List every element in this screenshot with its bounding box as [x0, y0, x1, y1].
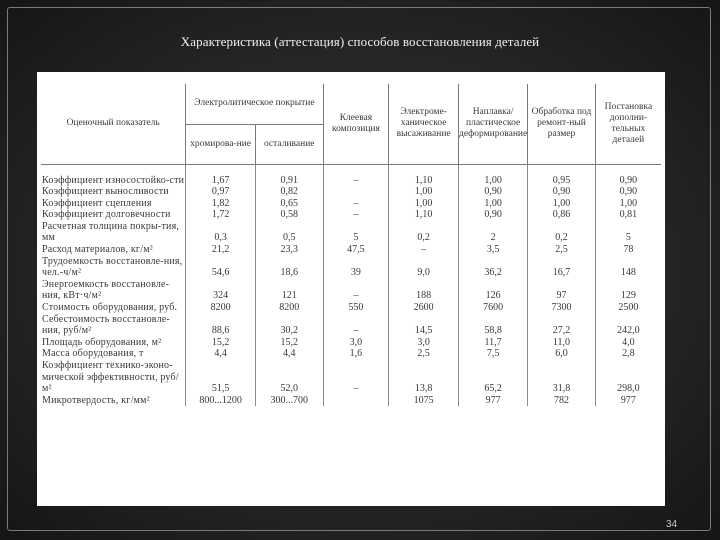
row-indicator: Расчетная толщина покры-тия, мм: [42, 220, 180, 244]
cell-extra-parts: 148: [595, 256, 661, 279]
cell-glue: –: [323, 198, 389, 210]
cell-chrome: 0,97: [186, 186, 256, 198]
cell-iron: 0,58: [255, 209, 323, 221]
header-chrome: хромирова-ние: [186, 124, 256, 164]
table-row: [41, 279, 661, 302]
cell-ecm: 13,8: [389, 360, 459, 395]
cell-chrome: 1,67: [186, 164, 256, 186]
cell-extra-parts: 0,90: [595, 186, 661, 198]
table-body: [41, 164, 661, 406]
cell-repair-size: 16,7: [528, 256, 596, 279]
cell-surfacing: 7,5: [458, 348, 527, 360]
cell-repair-size: 0,2: [528, 221, 596, 244]
cell-glue: [323, 186, 389, 198]
cell-repair-size: 27,2: [528, 314, 596, 337]
cell-ecm: 1,10: [389, 164, 459, 186]
cell-extra-parts: 5: [595, 221, 661, 244]
cell-extra-parts: 0,90: [595, 164, 661, 186]
cell-glue: –: [323, 164, 389, 186]
cell-ecm: 0,2: [389, 221, 459, 244]
cell-surfacing: 58,8: [458, 314, 527, 337]
header-iron: осталивание: [255, 124, 323, 164]
cell-extra-parts: 242,0: [595, 314, 661, 337]
table-row: [41, 395, 661, 407]
cell-repair-size: 0,86: [528, 209, 596, 221]
cell-iron: 0,65: [255, 198, 323, 210]
cell-surfacing: 7600: [458, 302, 527, 314]
cell-ecm: 2600: [389, 302, 459, 314]
header-extra-parts: Постановка дополни-тельных деталей: [595, 84, 661, 164]
cell-extra-parts: 129: [595, 279, 661, 302]
table-row: [41, 256, 661, 279]
cell-chrome: 1,82: [186, 198, 256, 210]
cell-glue: 550: [323, 302, 389, 314]
cell-iron: 15,2: [255, 337, 323, 349]
row-indicator: Трудоемкость восстановле-ния, чел.-ч/м²: [42, 255, 183, 279]
cell-surfacing: 65,2: [458, 360, 527, 395]
cell-repair-size: 782: [528, 395, 596, 407]
cell-extra-parts: 977: [595, 395, 661, 407]
cell-ecm: 1,00: [389, 186, 459, 198]
cell-iron: 23,3: [255, 244, 323, 256]
cell-repair-size: 7300: [528, 302, 596, 314]
cell-extra-parts: 4,0: [595, 337, 661, 349]
cell-extra-parts: 78: [595, 244, 661, 256]
cell-surfacing: 36,2: [458, 256, 527, 279]
row-indicator: Микротвердость, кг/мм²: [42, 394, 150, 406]
cell-surfacing: 2: [458, 221, 527, 244]
slide-title: Характеристика (аттестация) способов восстановления деталей: [180, 34, 540, 49]
row-indicator: Стоимость оборудования, руб.: [42, 302, 178, 314]
cell-iron: 30,2: [255, 314, 323, 337]
page-number: 34: [666, 519, 678, 530]
table-row: [41, 302, 661, 314]
cell-ecm: 1075: [389, 395, 459, 407]
cell-iron: 300...700: [255, 395, 323, 407]
cell-repair-size: 11,0: [528, 337, 596, 349]
row-indicator: Коэффициент долговечности: [42, 209, 171, 221]
cell-surfacing: 1,00: [458, 164, 527, 186]
cell-chrome: 15,2: [186, 337, 256, 349]
cell-chrome: 324: [186, 279, 256, 302]
cell-ecm: 2,5: [389, 348, 459, 360]
cell-chrome: 0,3: [186, 221, 256, 244]
row-indicator: Энергоемкость восстановле-ния, кВт·ч/м²: [42, 278, 170, 302]
cell-iron: 52,0: [255, 360, 323, 395]
table-row: [41, 209, 661, 221]
cell-repair-size: 31,8: [528, 360, 596, 395]
header-surfacing: Наплавка/ пластическое деформирование: [458, 84, 527, 164]
cell-repair-size: 6,0: [528, 348, 596, 360]
cell-surfacing: 126: [458, 279, 527, 302]
cell-iron: 121: [255, 279, 323, 302]
cell-iron: 4,4: [255, 348, 323, 360]
row-indicator: Масса оборудования, т: [42, 348, 144, 360]
row-indicator: Коэффициент сцепления: [42, 197, 152, 209]
cell-surfacing: 977: [458, 395, 527, 407]
cell-surfacing: 3,5: [458, 244, 527, 256]
cell-ecm: 3,0: [389, 337, 459, 349]
cell-ecm: 14,5: [389, 314, 459, 337]
cell-glue: [323, 395, 389, 407]
cell-chrome: 51,5: [186, 360, 256, 395]
cell-iron: 0,82: [255, 186, 323, 198]
cell-surfacing: 11,7: [458, 337, 527, 349]
table-row: [41, 164, 661, 186]
cell-glue: –: [323, 209, 389, 221]
table-row: [41, 314, 661, 337]
row-indicator: Площадь оборудования, м²: [42, 336, 162, 348]
cell-chrome: 1,72: [186, 209, 256, 221]
row-indicator: Себестоимость восстановле-ния, руб/м²: [42, 313, 170, 337]
header-glue: Клеевая композиция: [323, 84, 389, 164]
cell-repair-size: 97: [528, 279, 596, 302]
cell-chrome: 4,4: [186, 348, 256, 360]
cell-glue: 5: [323, 221, 389, 244]
cell-chrome: 800...1200: [186, 395, 256, 407]
cell-repair-size: 2,5: [528, 244, 596, 256]
cell-chrome: 8200: [186, 302, 256, 314]
row-indicator: Коэффициент технико-эконо-мической эффективности, руб/м²: [42, 360, 179, 395]
cell-ecm: 1,00: [389, 198, 459, 210]
cell-iron: 0,91: [255, 164, 323, 186]
cell-surfacing: 1,00: [458, 198, 527, 210]
scanned-table-image: [37, 72, 665, 506]
cell-chrome: 54,6: [186, 256, 256, 279]
table-row: [41, 198, 661, 210]
cell-extra-parts: 2,8: [595, 348, 661, 360]
cell-glue: 3,0: [323, 337, 389, 349]
cell-ecm: 1,10: [389, 209, 459, 221]
cell-repair-size: 1,00: [528, 198, 596, 210]
cell-chrome: 88,6: [186, 314, 256, 337]
cell-extra-parts: 2500: [595, 302, 661, 314]
cell-glue: 47,5: [323, 244, 389, 256]
cell-iron: 0,5: [255, 221, 323, 244]
cell-ecm: 188: [389, 279, 459, 302]
cell-ecm: 9,0: [389, 256, 459, 279]
table-row: [41, 221, 661, 244]
cell-extra-parts: 0,81: [595, 209, 661, 221]
header-ecm: Электроме-ханическое высаживание: [389, 84, 459, 164]
header-electrolytic: Электролитическое покрытие: [186, 84, 323, 124]
header-repair-size: Обработка под ремонт-ный размер: [528, 84, 596, 164]
row-indicator: Расход материалов, кг/м²: [42, 244, 153, 256]
cell-repair-size: 0,95: [528, 164, 596, 186]
cell-surfacing: 0,90: [458, 186, 527, 198]
table-row: [41, 337, 661, 349]
row-indicator: Коэффициент выносливости: [42, 186, 169, 198]
table-row: [41, 244, 661, 256]
cell-glue: 1,6: [323, 348, 389, 360]
table-row: [41, 186, 661, 198]
cell-chrome: 21,2: [186, 244, 256, 256]
cell-glue: –: [323, 279, 389, 302]
cell-extra-parts: 1,00: [595, 198, 661, 210]
cell-glue: –: [323, 314, 389, 337]
table-row: [41, 348, 661, 360]
cell-glue: –: [323, 360, 389, 395]
table-row: [41, 360, 661, 395]
cell-surfacing: 0,90: [458, 209, 527, 221]
restoration-methods-table: [41, 84, 661, 406]
cell-iron: 8200: [255, 302, 323, 314]
cell-ecm: –: [389, 244, 459, 256]
row-indicator: Коэффициент износостойко-сти: [42, 174, 185, 186]
cell-extra-parts: 298,0: [595, 360, 661, 395]
cell-glue: 39: [323, 256, 389, 279]
cell-repair-size: 0,90: [528, 186, 596, 198]
cell-iron: 18,6: [255, 256, 323, 279]
header-indicator: Оценочный показатель: [41, 84, 186, 164]
table-header: [41, 84, 661, 164]
